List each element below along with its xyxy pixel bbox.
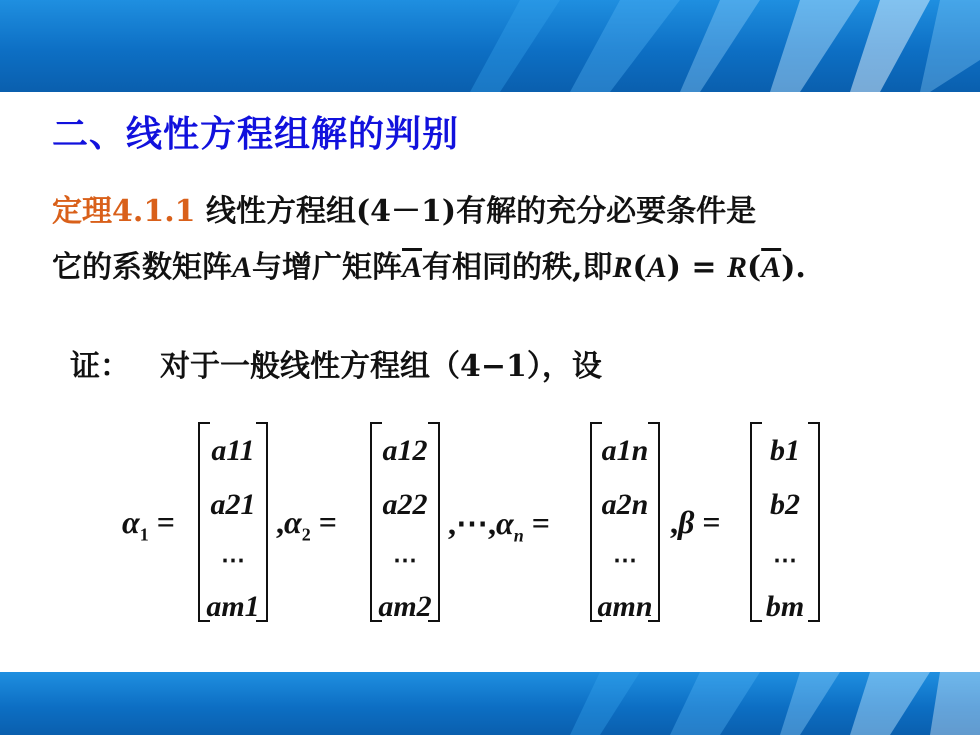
rank-R2: R — [726, 251, 747, 284]
matrix-alphan — [590, 422, 660, 622]
theorem-text-2a: 它的系数矩阵 — [52, 250, 232, 285]
rank-A2-bar: $\overline{A}$ — [761, 251, 782, 284]
matrix-A: A — [232, 251, 253, 284]
cell: a1n — [601, 434, 649, 467]
cell: a2n — [601, 488, 649, 521]
rank-equals: ) = — [666, 250, 727, 285]
alpha1-label: $\alpha_1$ = — [122, 504, 175, 545]
cell: a11 — [211, 434, 255, 467]
matrix-alpha2 — [370, 422, 440, 622]
cell: ⋯ — [613, 548, 637, 574]
rank-end: ). — [781, 250, 806, 285]
cell: amn — [597, 590, 653, 623]
cell: a12 — [382, 434, 428, 467]
theorem-label: 定理4.1.1 — [52, 194, 196, 229]
rank-A1: A — [646, 251, 667, 284]
cell: a22 — [382, 488, 428, 521]
header-band — [0, 0, 980, 92]
augmented-matrix-A: $\overline{A}$ — [402, 251, 423, 284]
matrix-alpha1 — [198, 422, 268, 622]
theorem-text-1: 线性方程组(4－1)有解的充分必要条件是 — [205, 194, 757, 229]
cell: am2 — [378, 590, 432, 623]
proof-label: 证： — [70, 349, 130, 384]
proof-text: 对于一般线性方程组（4−1），设 — [160, 349, 602, 384]
rank-R1: R — [612, 251, 633, 284]
proof-line — [70, 341, 602, 385]
theorem-text-2c: 有相同的秩,即 — [422, 250, 613, 285]
theorem-line-1 — [52, 186, 756, 230]
cell: ⋯ — [393, 548, 417, 574]
footer-band — [0, 672, 980, 735]
cell: bm — [765, 590, 805, 623]
alphan-label: $,\cdots,\alpha_n$ = — [448, 505, 550, 546]
footer-stripes — [0, 672, 980, 735]
cell: b1 — [770, 434, 800, 467]
rank-open-2: ( — [746, 250, 762, 285]
cell: b2 — [770, 488, 800, 521]
header-stripes — [0, 0, 980, 92]
cell: a21 — [210, 488, 256, 521]
vector-equation — [0, 410, 980, 640]
cell: ⋯ — [221, 548, 245, 574]
matrix-beta — [750, 422, 820, 622]
cell: am1 — [206, 590, 260, 623]
theorem-text-2b: 与增广矩阵 — [252, 250, 403, 285]
section-title: 二、线性方程组解的判别 — [52, 113, 460, 155]
cell: ⋯ — [773, 548, 797, 574]
rank-open-1: ( — [632, 250, 647, 285]
theorem-line-2 — [52, 242, 806, 286]
alpha2-label: $,\alpha_2$ = — [276, 504, 337, 545]
beta-label: ,β = — [670, 504, 721, 540]
